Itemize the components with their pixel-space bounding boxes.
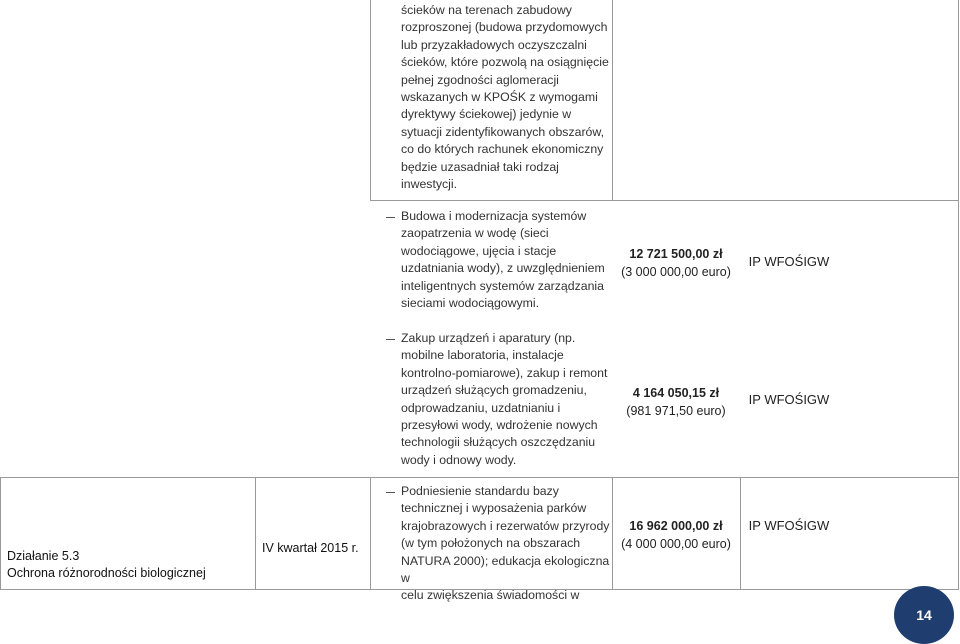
bullet-dash <box>386 492 395 493</box>
text-line: lub przyzakładowych oczyszczalni <box>401 37 587 52</box>
text-line: zaopatrzenia w wodę (sieci <box>401 226 549 241</box>
text-line: sieciami wodociągowymi. <box>401 296 540 311</box>
quarter-cell: IV kwartał 2015 r. <box>262 541 359 555</box>
grid-line <box>612 0 613 200</box>
action-title: Ochrona różnorodności biologicznej <box>7 566 206 580</box>
text-line: kontrolno-pomiarowe), zakup i remont <box>401 365 608 380</box>
text-line: uzdatniania wody), z uwzględnieniem <box>401 261 605 276</box>
text-line: inwestycji. <box>401 177 458 192</box>
text-line: NATURA 2000); edukacja ekologiczna w <box>401 553 610 586</box>
amount-pln: 12 721 500,00 zł <box>629 247 723 261</box>
institution-cell: IP WFOŚIGW <box>748 254 830 269</box>
text-line: Podniesienie standardu bazy <box>401 484 559 498</box>
grid-line <box>370 0 371 200</box>
grid-line <box>370 200 959 201</box>
text-line: technologii służących oszczędzaniu <box>401 435 596 450</box>
text-line: pełnej zgodności aglomeracji <box>401 72 559 87</box>
institution-cell: IP WFOŚIGW <box>748 518 830 533</box>
text-line: sytuacji zidentyfikowanych obszarów, <box>401 124 604 139</box>
text-line: wskazanych w KPOŚK z wymogami <box>401 90 598 105</box>
bullet-dash <box>386 217 395 218</box>
grid-line <box>370 477 371 590</box>
text-line: urządzeń służących gromadzeniu, <box>401 383 587 398</box>
institution-cell: IP WFOŚIGW <box>748 392 830 407</box>
amount-pln: 4 164 050,15 zł <box>632 386 720 400</box>
text-line: ścieków na terenach zabudowy <box>401 3 572 17</box>
grid-line <box>255 477 256 590</box>
text-line: celu zwiększenia świadomości w <box>401 588 580 603</box>
amount-pln: 16 962 000,00 zł <box>629 519 723 533</box>
amount-cell <box>614 245 738 281</box>
row-description <box>401 2 611 193</box>
grid-line <box>0 477 959 478</box>
amount-eur: (4 000 000,00 euro) <box>621 537 731 551</box>
page-number-badge: 14 <box>894 586 954 644</box>
grid-line <box>0 477 1 590</box>
text-line: technicznej i wyposażenia parków <box>401 501 587 516</box>
amount-eur: (981 971,50 euro) <box>626 404 726 418</box>
action-cell <box>7 548 206 582</box>
text-line: inteligentnych systemów zarządzania <box>401 278 605 293</box>
text-line: dyrektywy ściekowej) jedynie w <box>401 107 572 122</box>
row-description <box>401 208 611 312</box>
amount-cell <box>614 384 738 420</box>
text-line: wodociągowe, ujęcia i stacje <box>401 243 557 258</box>
amount-eur: (3 000 000,00 euro) <box>621 265 731 279</box>
text-line: rozproszonej (budowa przydomowych <box>401 20 608 35</box>
text-line: przesyłowi wody, wdrożenie nowych <box>401 418 598 433</box>
text-line: krajobrazowych i rezerwatów przyrody <box>401 518 610 533</box>
amount-cell <box>614 517 738 553</box>
text-line: Budowa i modernizacja systemów <box>401 209 587 223</box>
text-line: odprowadzaniu, uzdatnianiu i <box>401 400 561 415</box>
bullet-dash <box>386 339 395 340</box>
text-line: będzie uzasadniał taki rodzaj <box>401 159 559 174</box>
row-description <box>401 330 611 469</box>
grid-line <box>740 477 741 590</box>
text-line: mobilne laboratoria, instalacje <box>401 348 564 363</box>
text-line: Zakup urządzeń i aparatury (np. <box>401 331 576 345</box>
text-line: wody i odnowy wody. <box>401 452 517 467</box>
text-line: (w tym położonych na obszarach <box>401 536 581 551</box>
grid-line <box>612 477 613 590</box>
grid-line <box>958 0 959 590</box>
action-number: Działanie 5.3 <box>7 549 80 563</box>
text-line: ścieków, które pozwolą na osiągnięcie <box>401 55 609 70</box>
text-line: co do których rachunek ekonomiczny <box>401 142 604 157</box>
row-description <box>401 483 611 605</box>
